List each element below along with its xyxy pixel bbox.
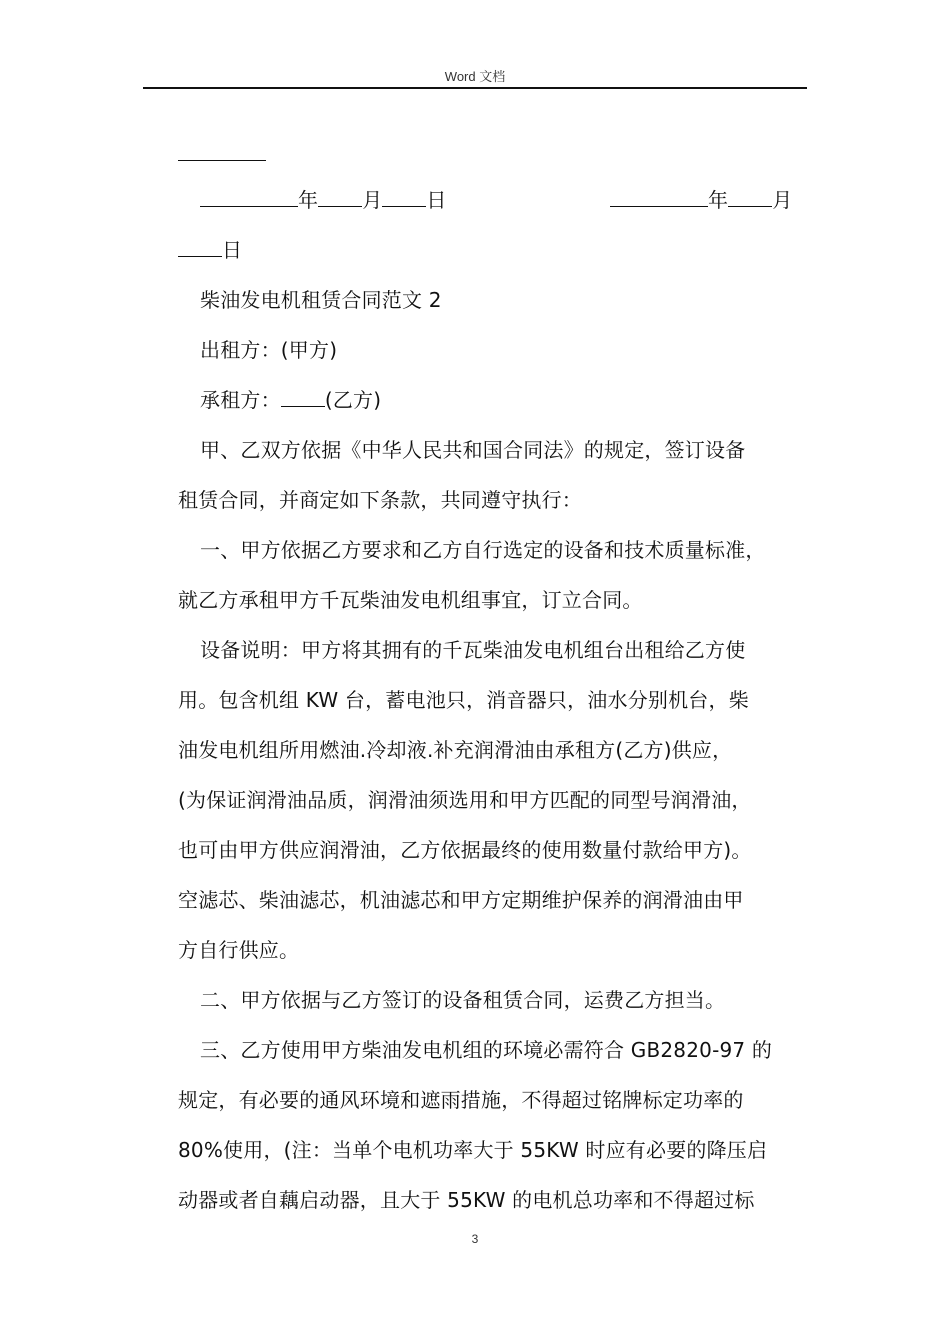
paragraph-line: 也可由甲方供应润滑油，乙方依据最终的使用数量付款给甲方)。: [178, 838, 752, 862]
paragraph-line: 租赁合同，并商定如下条款，共同遵守执行：: [178, 488, 582, 512]
paragraph-line: 用。包含机组 KW 台，蓄电池只，消音器只，油水分别机台，柴: [178, 688, 749, 712]
lessee-line: [200, 386, 381, 414]
paragraph-line: 二、甲方依据与乙方签订的设备租赁合同，运费乙方担当。: [200, 988, 726, 1012]
lessor-line: 出租方：(甲方): [200, 338, 338, 362]
paragraph-line: 甲、乙双方依据《中华人民共和国合同法》的规定，签订设备: [200, 438, 746, 462]
day-label: 日: [222, 238, 243, 262]
lessee-blank: [281, 386, 325, 407]
date-line-left: [200, 186, 447, 214]
paragraph-line: 三、乙方使用甲方柴油发电机组的环境必需符合 GB2820-97 的: [200, 1038, 773, 1062]
month-label: 月: [772, 188, 793, 212]
day-label: 日: [426, 188, 447, 212]
day-blank: [382, 186, 426, 207]
month-blank: [318, 186, 362, 207]
paragraph-line: 动器或者自藕启动器，且大于 55KW 的电机总功率和不得超过标: [178, 1188, 755, 1212]
date-line-right: [610, 186, 792, 214]
page-number: 3: [471, 1232, 479, 1246]
paragraph-line: (为保证润滑油品质，润滑油须选用和甲方匹配的同型号润滑油，: [178, 788, 752, 812]
paragraph-line: 油发电机组所用燃油.冷却液.补充润滑油由承租方(乙方)供应，: [178, 738, 733, 762]
contract-title: 柴油发电机租赁合同范文 2: [200, 288, 442, 312]
blank-underline: [178, 140, 266, 161]
paragraph-line: 就乙方承租甲方千瓦柴油发电机组事宜，订立合同。: [178, 588, 643, 612]
year-blank: [200, 186, 298, 207]
paragraph-line: 一、甲方依据乙方要求和乙方自行选定的设备和技术质量标准，: [200, 538, 766, 562]
signature-blank: [178, 140, 266, 168]
lessee-suffix: (乙方): [324, 388, 382, 412]
date-line-continued: [178, 236, 242, 264]
paragraph-line: 80%使用，(注：当单个电机功率大于 55KW 时应有必要的降压启: [178, 1138, 768, 1162]
paragraph-line: 方自行供应。: [178, 938, 300, 962]
year-blank: [610, 186, 708, 207]
day-blank: [178, 236, 222, 257]
paragraph-line: 规定，有必要的通风环境和遮雨措施，不得超过铭牌标定功率的: [178, 1088, 744, 1112]
page-header: Word 文档: [444, 69, 506, 84]
year-label: 年: [298, 188, 319, 212]
paragraph-line: 设备说明：甲方将其拥有的千瓦柴油发电机组台出租给乙方使: [200, 638, 746, 662]
paragraph-line: 空滤芯、柴油滤芯，机油滤芯和甲方定期维护保养的润滑油由甲: [178, 888, 744, 912]
month-label: 月: [362, 188, 383, 212]
header-divider: [143, 87, 807, 89]
lessee-prefix: 承租方：: [200, 388, 281, 412]
year-label: 年: [708, 188, 729, 212]
month-blank: [728, 186, 772, 207]
